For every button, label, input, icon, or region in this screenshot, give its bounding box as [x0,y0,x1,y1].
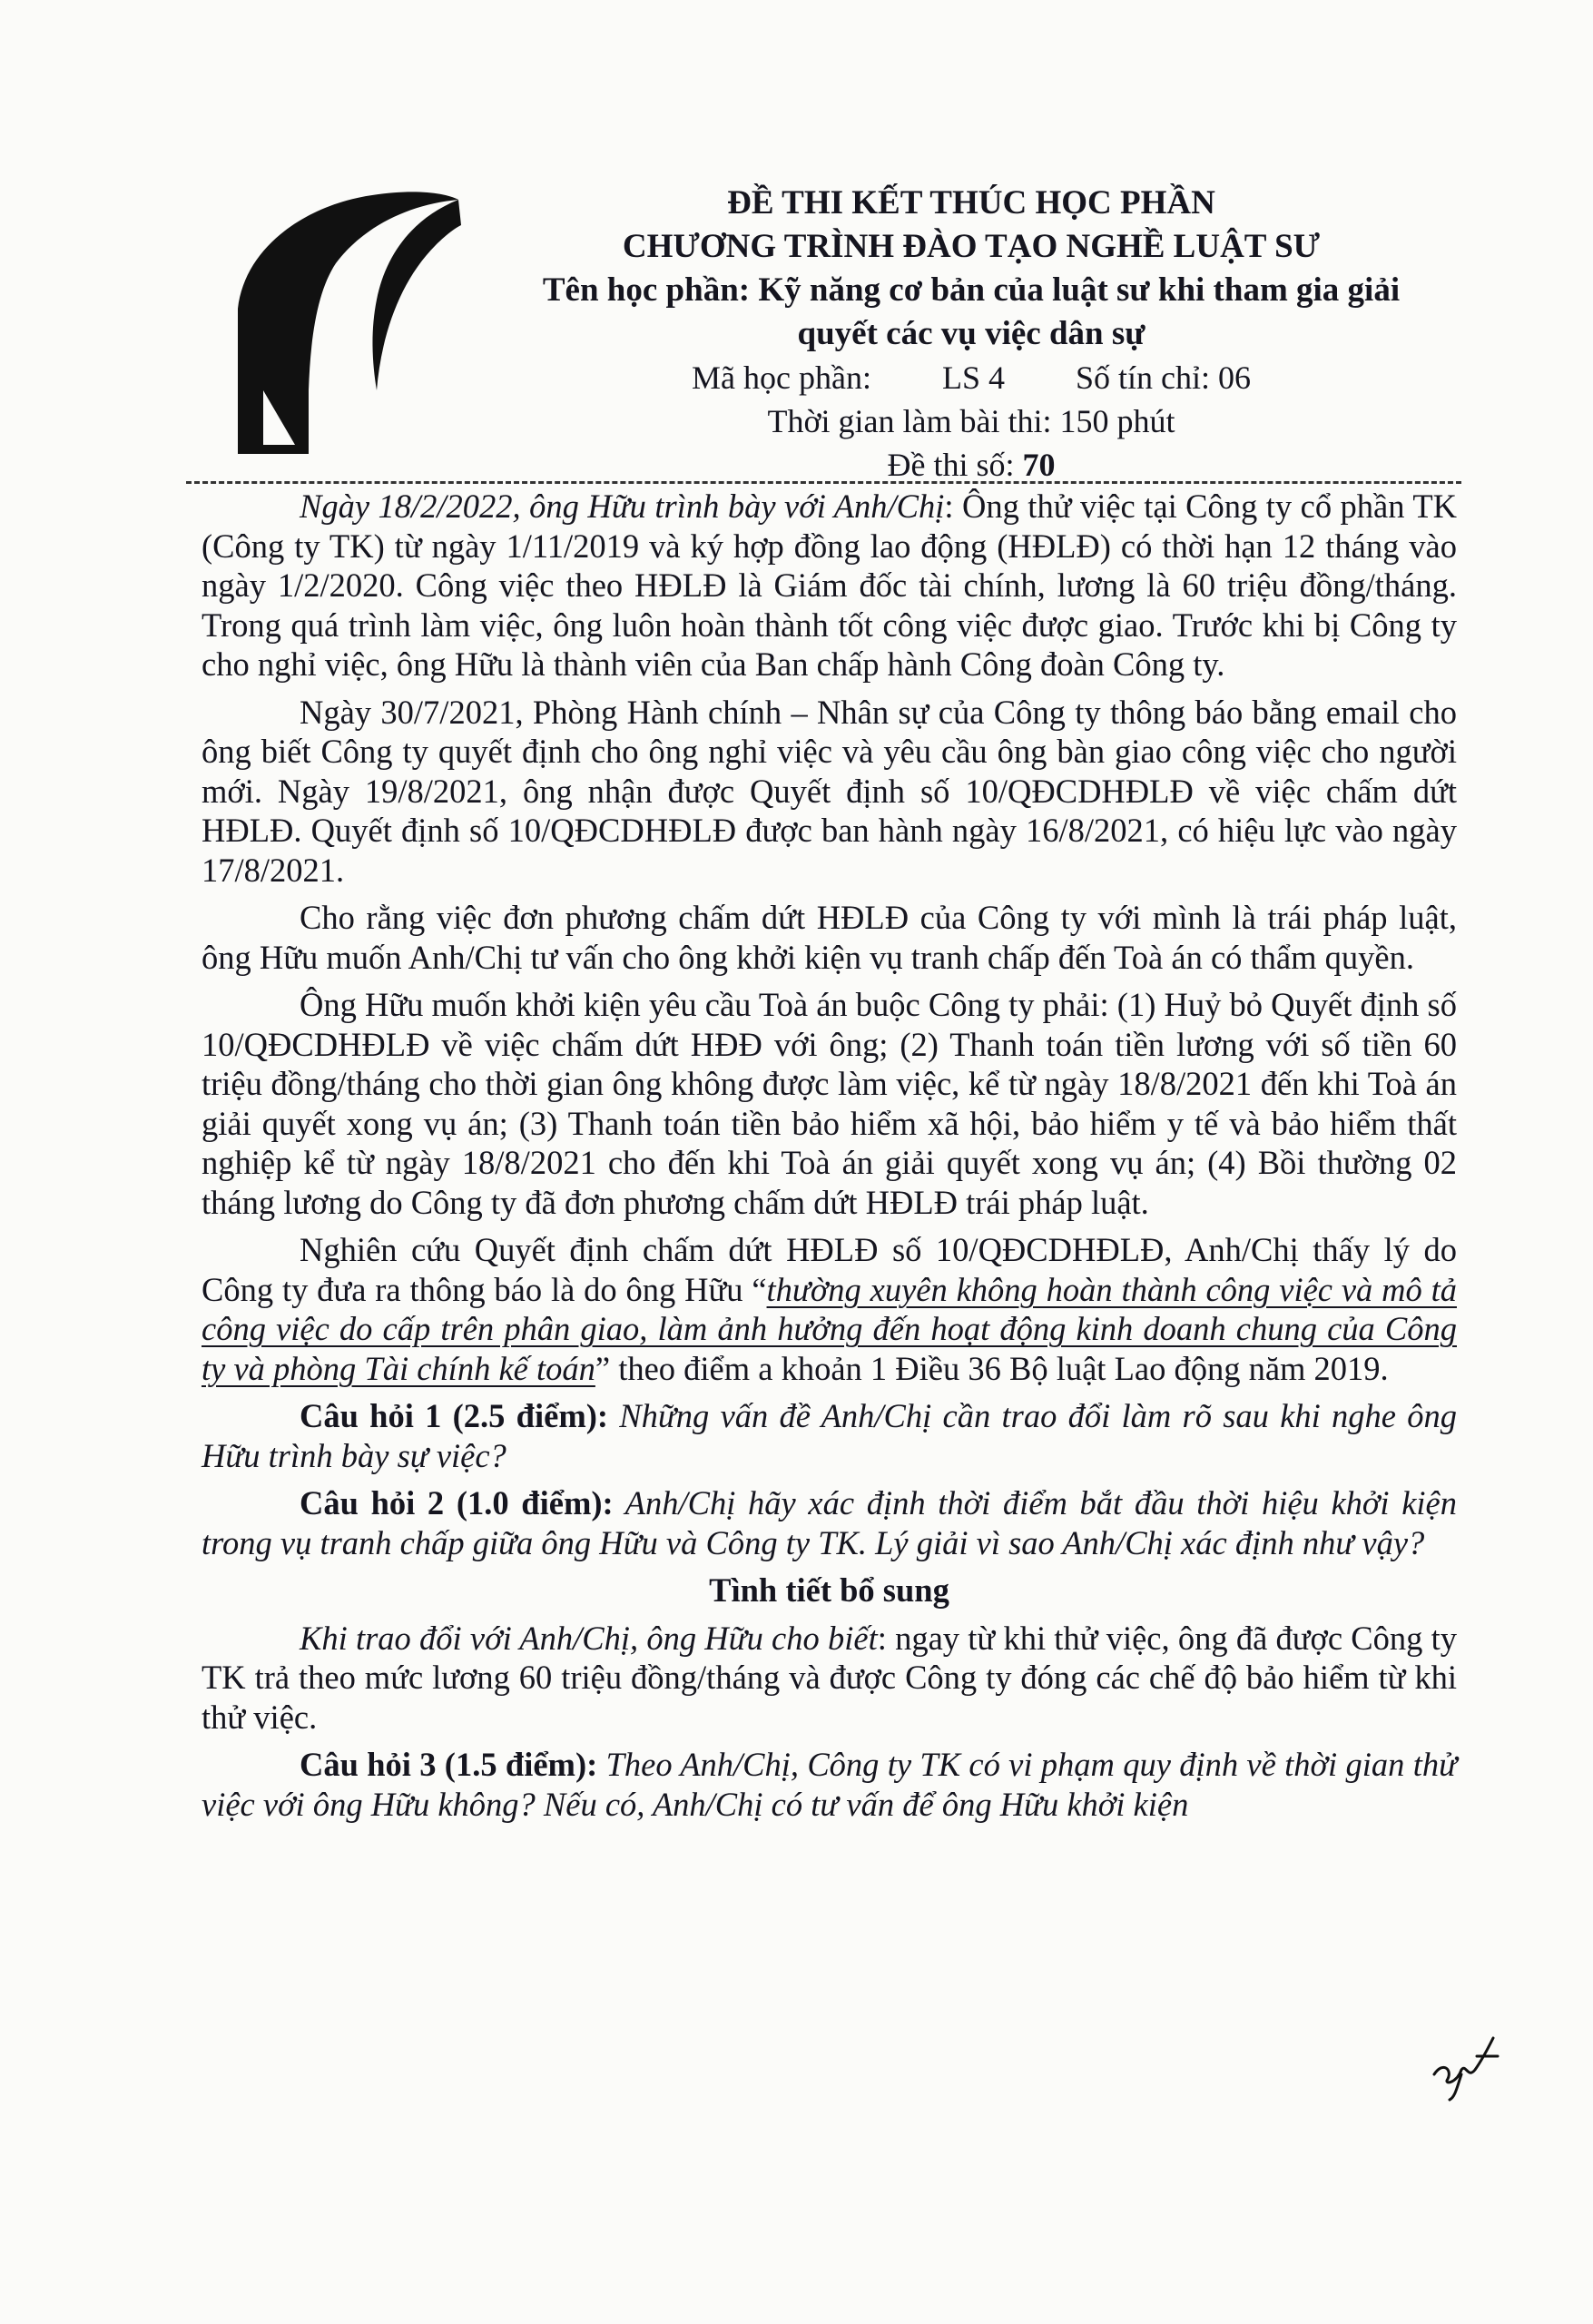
course-name-line2: quyết các vụ việc dân sự [797,315,1146,352]
course-name-line1 [472,269,1470,312]
program-title: CHƯƠNG TRÌNH ĐÀO TẠO NGHỀ LUẬT SƯ [622,228,1321,265]
paragraph-4: Ông Hữu muốn khởi kiện yêu cầu Toà án buộc Công ty phải: (1) Huỷ bỏ Quyết định số 10/QĐCDHĐLĐ về việc chấm dứt HĐĐ với ông; (2) Thanh toán tiền lương với số tiền 60 triệu đồng/tháng cho thời gian ông không được làm việc, kể từ ngày 18/8/2021 đến khi Toà án giải quyết xong vụ án; (3) Thanh toán tiền bảo hiểm xã hội, bảo hiểm y tế và bảo hiểm thất nghiệp kể từ ngày 18/8/2021 cho đến khi Toà án giải quyết xong vụ án; (4) Bồi thường 02 tháng lương do Công ty đã đơn phương chấm dứt HĐLĐ trái pháp luật. [202,986,1457,1221]
paragraph-3: Cho rằng việc đơn phương chấm dứt HĐLĐ của Công ty với mình là trái pháp luật, ông Hữu muốn Anh/Chị tư vấn cho ông khởi kiện vụ tranh chấp đến Toà án có thẩm quyền. [202,899,1457,976]
course-label: Tên học phần: [542,271,751,309]
supplementary-title: Tình tiết bổ sung [709,1571,949,1609]
course-code-line [472,356,1470,399]
question-2: Câu hỏi 2 (1.0 điểm): Anh/Chị hãy xác định thời điểm bắt đầu thời hiệu khởi kiện trong vụ tranh chấp giữa ông Hữu và Công ty TK. Lý giải vì sao Anh/Chị xác định như vậy? [202,1484,1457,1561]
paragraph-1: Ngày 18/2/2022, ông Hữu trình bày với Anh/Chị: Ông thử việc tại Công ty cổ phần TK (Công ty TK) từ ngày 1/11/2019 và ký hợp đồng lao động (HĐLĐ) có thời hạn 12 tháng vào ngày 1/2/2020. Công việc theo HĐLĐ là Giám đốc tài chính, lương là 60 triệu đồng/tháng. Trong quá trình làm việc, ông luôn hoàn thành tốt công việc được giao. Trước khi bị Công ty cho nghỉ việc, ông Hữu là thành viên của Ban chấp hành Công đoàn Công ty. [202,487,1457,683]
code-label: Mã học phần: [692,359,871,396]
institution-logo [227,182,463,463]
question-1: Câu hỏi 1 (2.5 điểm): Những vấn đề Anh/Chị cần trao đổi làm rõ sau khi nghe ông Hữu trình bày sự việc? [202,1397,1458,1474]
course-name: Kỹ năng cơ bản của luật sư khi tham gia giải [758,271,1401,309]
exam-body [202,487,1457,1832]
supplementary-paragraph: Khi trao đổi với Anh/Chị, ông Hữu cho biết: ngay từ khi thử việc, ông đã được Công ty TK trả theo mức lương 60 triệu đồng/tháng và được Công ty đóng các chế độ bảo hiểm từ khi thử việc. [202,1619,1458,1736]
exam-header [472,182,1470,487]
code-value: LS 4 [941,359,1005,396]
paragraph-2: Ngày 30/7/2021, Phòng Hành chính – Nhân sự của Công ty thông báo bằng email cho ông biết Công ty quyết định cho ông nghỉ việc và yêu cầu ông bàn giao công việc cho người mới. Ngày 19/8/2021, ông nhận được Quyết định số 10/QĐCDHĐLĐ về việc chấm dứt HĐLĐ. Quyết định số 10/QĐCDHĐLĐ được ban hành ngày 16/8/2021, có hiệu lực vào ngày 17/8/2021. [202,693,1457,889]
exam-title: ĐỀ THI KẾT THÚC HỌC PHẦN [727,184,1215,222]
duration: Thời gian làm bài thi: 150 phút [767,403,1175,439]
exam-number-label: Đề thi số: [887,447,1015,483]
paragraph-5: Nghiên cứu Quyết định chấm dứt HĐLĐ số 10/QĐCDHĐLĐ, Anh/Chị thấy lý do Công ty đưa ra thông báo là do ông Hữu “thường xuyên không hoàn thành công việc và mô tả công việc do cấp trên phân giao, làm ảnh hưởng đến hoạt động kinh doanh chung của Công ty và phòng Tài chính kế toán” theo điểm a khoản 1 Điều 36 Bộ luật Lao động năm 2019. [202,1231,1457,1387]
header-divider [186,481,1461,484]
quoted-reason: thường xuyên không hoàn thành công việc và mô tả công việc do cấp trên phân giao, làm ảnh hưởng đến hoạt động kinh doanh chung của Công ty và phòng Tài chính kế toán [202,1270,1457,1387]
credits: Số tín chỉ: 06 [1075,359,1251,396]
exam-number-value: 70 [1022,447,1056,483]
exam-number-line [472,443,1470,487]
question-3: Câu hỏi 3 (1.5 điểm): Theo Anh/Chị, Công ty TK có vi phạm quy định về thời gian thử việc với ông Hữu không? Nếu có, Anh/Chị có tư vấn để ông Hữu khởi kiện [202,1746,1457,1823]
handwritten-initial [1430,2029,1502,2102]
